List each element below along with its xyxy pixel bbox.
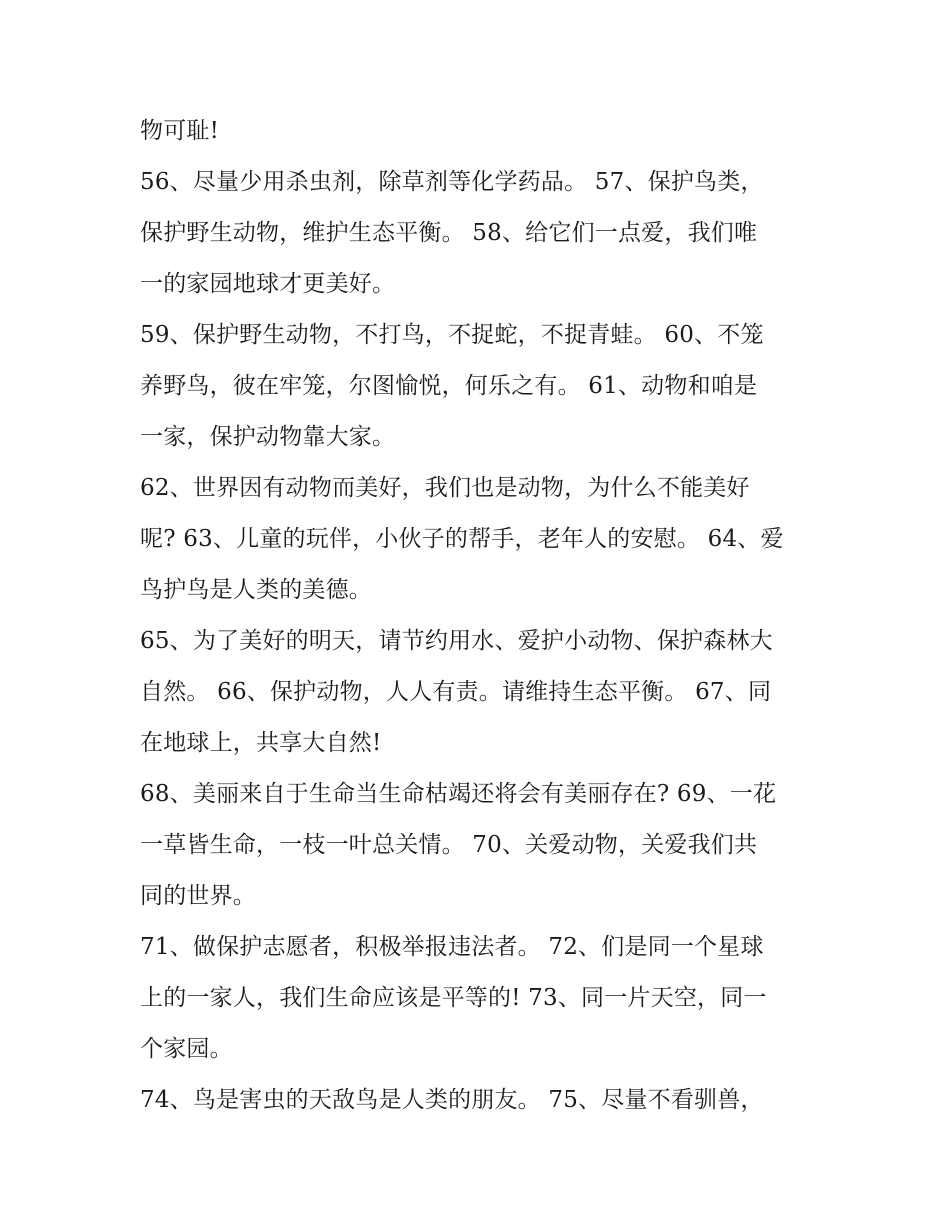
text-line: 一家，保护动物靠大家。 (140, 424, 396, 450)
text-line: 个家园。 (140, 1036, 233, 1062)
text-line: 59、保护野生动物，不打鸟，不捉蛇，不捉青蛙。 60、不笼 (140, 322, 764, 348)
text-line: 71、做保护志愿者，积极举报违法者。 72、们是同一个星球 (140, 934, 764, 960)
text-line: 62、世界因有动物而美好，我们也是动物，为什么不能美好 (140, 475, 750, 501)
text-line: 同的世界。 (140, 883, 256, 909)
text-line: 一草皆生命，一枝一叶总关情。 70、关爱动物，关爱我们共 (140, 832, 758, 858)
text-line: 65、为了美好的明天，请节约用水、爱护小动物、保护森林大 (140, 628, 773, 654)
text-line: 自然。 66、保护动物，人人有责。请维持生态平衡。 67、同 (140, 679, 772, 705)
text-line: 74、鸟是害虫的天敌鸟是人类的朋友。 75、尽量不看驯兽， (140, 1087, 764, 1113)
text-line: 56、尽量少用杀虫剂，除草剂等化学药品。 57、保护鸟类， (140, 169, 764, 195)
text-line: 68、美丽来自于生命当生命枯竭还将会有美丽存在? 69、一花 (140, 781, 777, 807)
text-line: 上的一家人，我们生命应该是平等的! 73、同一片天空，同一 (140, 985, 767, 1011)
text-line: 在地球上，共享大自然! (140, 730, 382, 756)
text-line: 物可耻! (140, 118, 220, 144)
document-body (140, 106, 820, 1126)
text-line: 鸟护鸟是人类的美德。 (140, 577, 372, 603)
text-line: 呢? 63、儿童的玩伴，小伙子的帮手，老年人的安慰。 64、爱 (140, 526, 784, 552)
text-line: 一的家园地球才更美好。 (140, 271, 396, 297)
text-line: 养野鸟，彼在牢笼，尔图愉悦，何乐之有。 61、动物和咱是 (140, 373, 758, 399)
text-line: 保护野生动物，维护生态平衡。 58、给它们一点爱，我们唯 (140, 220, 758, 246)
